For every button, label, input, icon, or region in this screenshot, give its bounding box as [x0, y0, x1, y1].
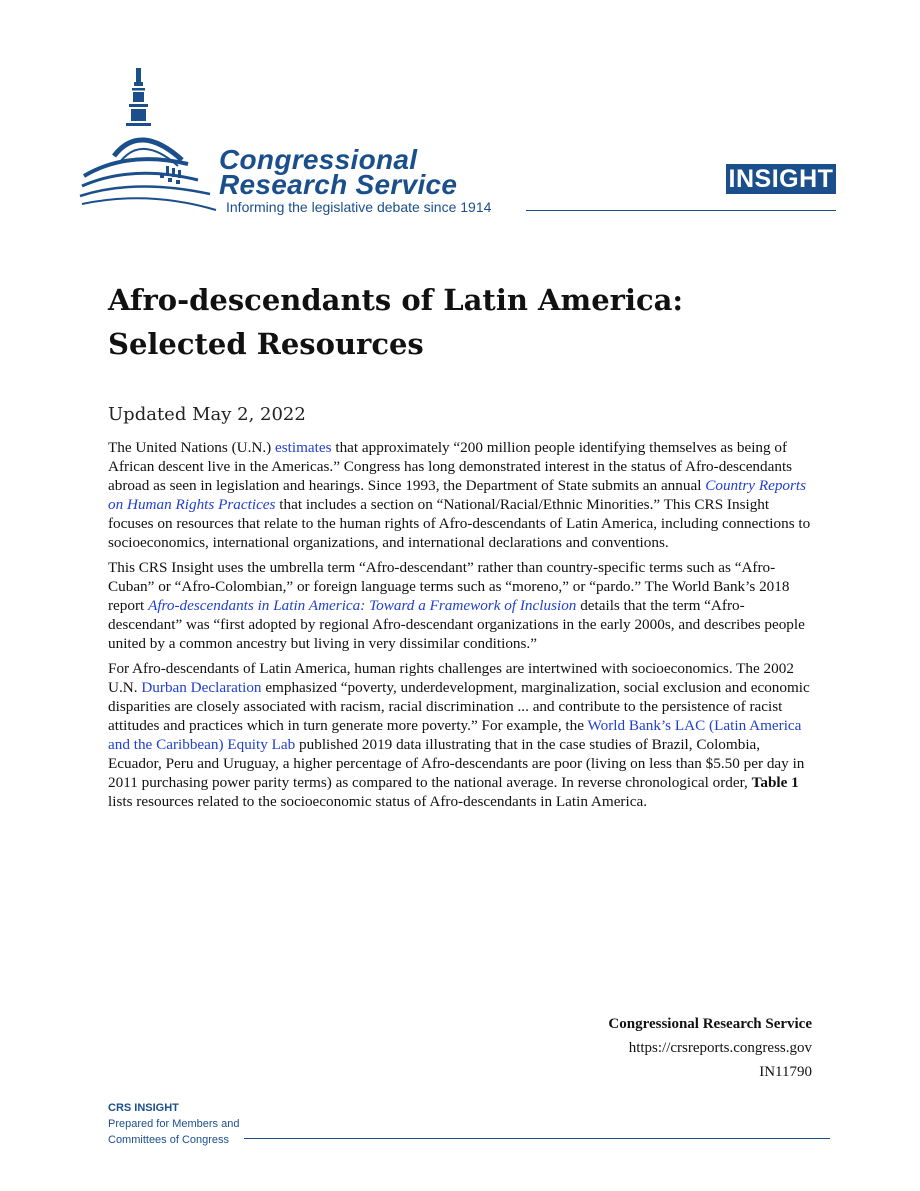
updated-date: Updated May 2, 2022: [108, 404, 306, 425]
table-reference: Table 1: [751, 774, 799, 791]
footer-rule: [244, 1138, 830, 1139]
text-run: The United Nations (U.N.): [108, 439, 276, 456]
paragraph-terminology: [108, 558, 816, 653]
publisher-name: Congressional Research Service: [608, 1016, 812, 1032]
publisher-url: https://crsreports.congress.gov: [628, 1040, 812, 1056]
text-run: that approximately “200 million people identifying themselves as being of African descent live in the Americas.” Congress has long demonstrated interest in the status of Afro-descendants abroad as seen in legislation and hearings. Since 1993, the Department of State submits an annual: [108, 439, 793, 494]
paragraph-intro: [108, 438, 816, 552]
paragraph-socioeconomics: [108, 659, 816, 811]
report-id: IN11790: [759, 1064, 812, 1080]
report-body: [108, 438, 816, 817]
logo-tagline: Informing the legislative debate since 1914: [226, 199, 492, 215]
link-lac-equity-lab[interactable]: World Bank’s LAC (Latin America and the Caribbean) Equity Lab: [108, 717, 802, 753]
report-header: [0, 0, 920, 230]
logo-wordmark-line2: Research Service: [219, 169, 458, 200]
link-un-estimates[interactable]: estimates: [275, 439, 332, 456]
text-run: emphasized “poverty, underdevelopment, marginalization, social exclusion and economic disparities are closely associated with racism, racial discrimination ... and contribute to the persistence of racist attitudes and practices which in turn generate more poverty.” For example, the: [108, 679, 810, 734]
link-durban-declaration[interactable]: Durban Declaration: [141, 679, 262, 696]
footer-label: CRS INSIGHT: [108, 1102, 179, 1114]
insight-badge: INSIGHT: [726, 164, 836, 194]
text-run: For Afro-descendants of Latin America, human rights challenges are intertwined with socioeconomics. The 2002 U.N.: [108, 660, 794, 696]
text-run: This CRS Insight uses the umbrella term “Afro-descendant” rather than country-specific terms such as “Afro-Cuban” or “Afro-Colombian,” or foreign language terms such as “moreno,” or “pardo.” The World Bank’s 2018 report: [108, 559, 790, 614]
publisher-block: [608, 1012, 812, 1084]
capitol-dome-logo-icon: [78, 64, 218, 214]
link-country-reports[interactable]: Country Reports on Human Rights Practices: [108, 477, 807, 513]
header-rule: [526, 210, 836, 211]
link-world-bank-report[interactable]: Afro-descendants in Latin America: Toward a Framework of Inclusion: [148, 597, 577, 614]
footer-line2: Prepared for Members and: [108, 1118, 240, 1130]
footer-line3: Committees of Congress: [108, 1134, 230, 1146]
text-run: lists resources related to the socioeconomic status of Afro-descendants in Latin America.: [108, 793, 647, 810]
crs-insight-footer: [108, 1100, 239, 1148]
page-title: Afro-descendants of Latin America: Selected Resources: [108, 283, 684, 361]
text-run: details that the term “Afro-descendant” was “first adopted by regional Afro-descendant organizations in the early 2000s, and describes people united by a common ancestry but living in very dissimilar conditions.”: [108, 597, 805, 652]
logo-wordmark-line1: Congressional: [219, 144, 418, 175]
text-run: published 2019 data illustrating that in the case studies of Brazil, Colombia, Ecuador, Peru and Uruguay, a higher percentage of Afro-descendants are poor (living on less than $5.50 per day in 2011 purchasing power parity terms) as compared to the national average. In reverse chronological order,: [108, 736, 805, 791]
text-run: that includes a section on “National/Racial/Ethnic Minorities.” This CRS Insight focuses on resources that relate to the human rights of Afro-descendants of Latin America, including connections to socioeconomics, international organizations, and international declarations and conventions.: [108, 496, 811, 551]
